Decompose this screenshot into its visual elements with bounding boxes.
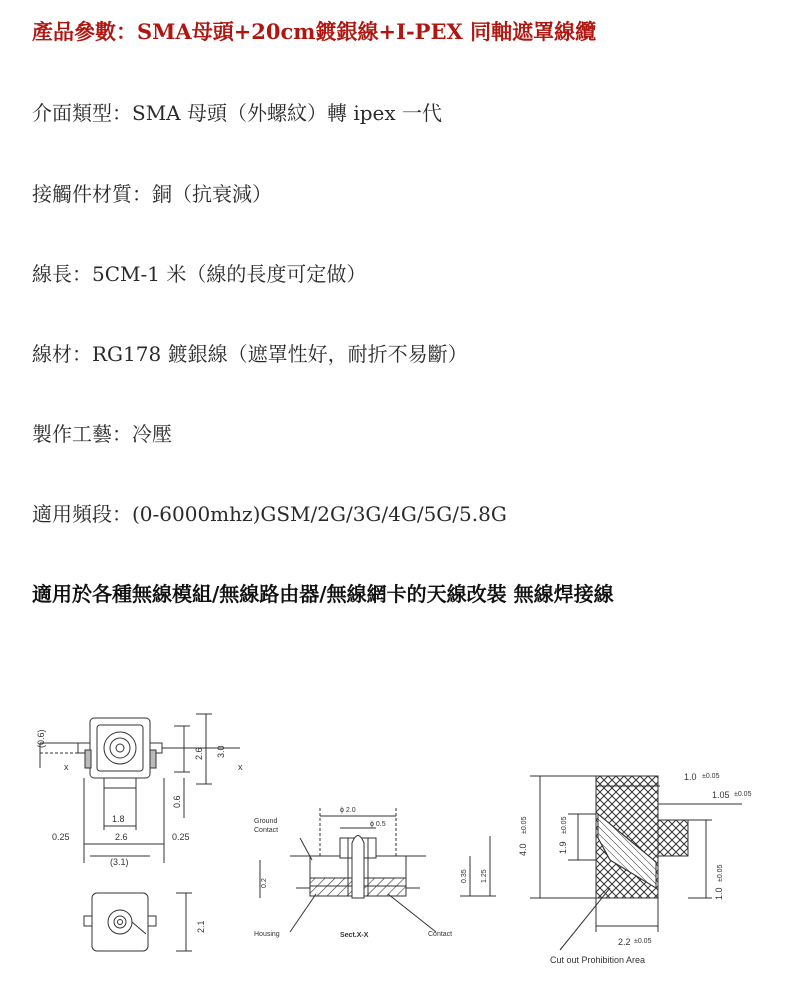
dim-1-8: 1.8 [112, 814, 125, 824]
dim-2-6-vertical: 2.6 [194, 747, 204, 760]
dim-2-1: 2.1 [196, 920, 206, 933]
dim-0-25-left: 0.25 [52, 832, 70, 842]
spec-interface-type: 介面類型：SMA 母頭（外螺紋）轉 ipex 一代 [32, 101, 443, 125]
dim-phi-0-5: ϕ 0.5 [370, 821, 386, 828]
spec-contact-material: 接觸件材質：銅（抗衰減） [32, 182, 272, 206]
product-title: 產品參數：SMA母頭+20cm鍍銀線+I-PEX 同軸遮罩線纜 [32, 19, 597, 44]
dim-4-0: 4.0 [518, 843, 528, 856]
label-ground: Ground [254, 818, 278, 825]
section-mark-x-right: x [238, 762, 243, 772]
tol-1-0: ±0.05 [702, 773, 720, 780]
label-contact-bottom: Contact [428, 931, 453, 938]
dim-3-0: 3.0 [216, 745, 226, 758]
dim-0-35: 0.35 [461, 869, 468, 883]
dim-3-1-paren: (3.1) [110, 857, 129, 867]
left-view-labels [36, 729, 243, 933]
label-section-x-x: Sect.X-X [340, 932, 369, 939]
dim-phi-2-0: ϕ 2.0 [340, 807, 356, 814]
technical-drawing [0, 688, 800, 988]
left-view [40, 714, 240, 951]
dim-1-25: 1.25 [481, 869, 488, 883]
tol-2-2: ±0.05 [634, 938, 652, 945]
dim-0-2: 0.2 [261, 878, 268, 888]
dim-1-0-vertical: 1.0 [714, 887, 724, 900]
dim-1-0: 1.0 [684, 772, 697, 782]
dim-1-9: 1.9 [558, 841, 568, 854]
label-cutout-prohibition-area: Cut out Prohibition Area [550, 955, 646, 965]
spec-process: 製作工藝：冷壓 [32, 422, 172, 446]
spec-frequency-band: 適用頻段：(0-6000mhz)GSM/2G/3G/4G/5G/5.8G [32, 502, 507, 526]
tol-1-0-vertical: ±0.05 [717, 864, 724, 882]
dim-2-6-horizontal: 2.6 [115, 832, 128, 842]
dim-0-6-vertical: 0.6 [172, 795, 182, 808]
dim-1-05: 1.05 [712, 790, 730, 800]
usage-line: 適用於各種無線模組/無線路由器/無線網卡的天線改裝 無線焊接線 [32, 582, 614, 606]
label-contact-top: Contact [254, 827, 279, 834]
tol-1-05: ±0.05 [734, 791, 752, 798]
spec-cable-length: 線長：5CM-1 米（線的長度可定做） [32, 262, 367, 286]
dim-0-25-right: 0.25 [172, 832, 190, 842]
section-mark-x-left: x [64, 762, 69, 772]
label-housing: Housing [254, 931, 280, 938]
dim-0-6-paren: (0.6) [36, 729, 46, 748]
tol-4-0: ±0.05 [521, 816, 528, 834]
dim-2-2: 2.2 [618, 937, 631, 947]
footprint-view [530, 776, 742, 950]
tol-1-9: ±0.05 [561, 816, 568, 834]
spec-cable-material: 線材：RG178 鍍銀線（遮罩性好，耐折不易斷） [32, 342, 468, 366]
